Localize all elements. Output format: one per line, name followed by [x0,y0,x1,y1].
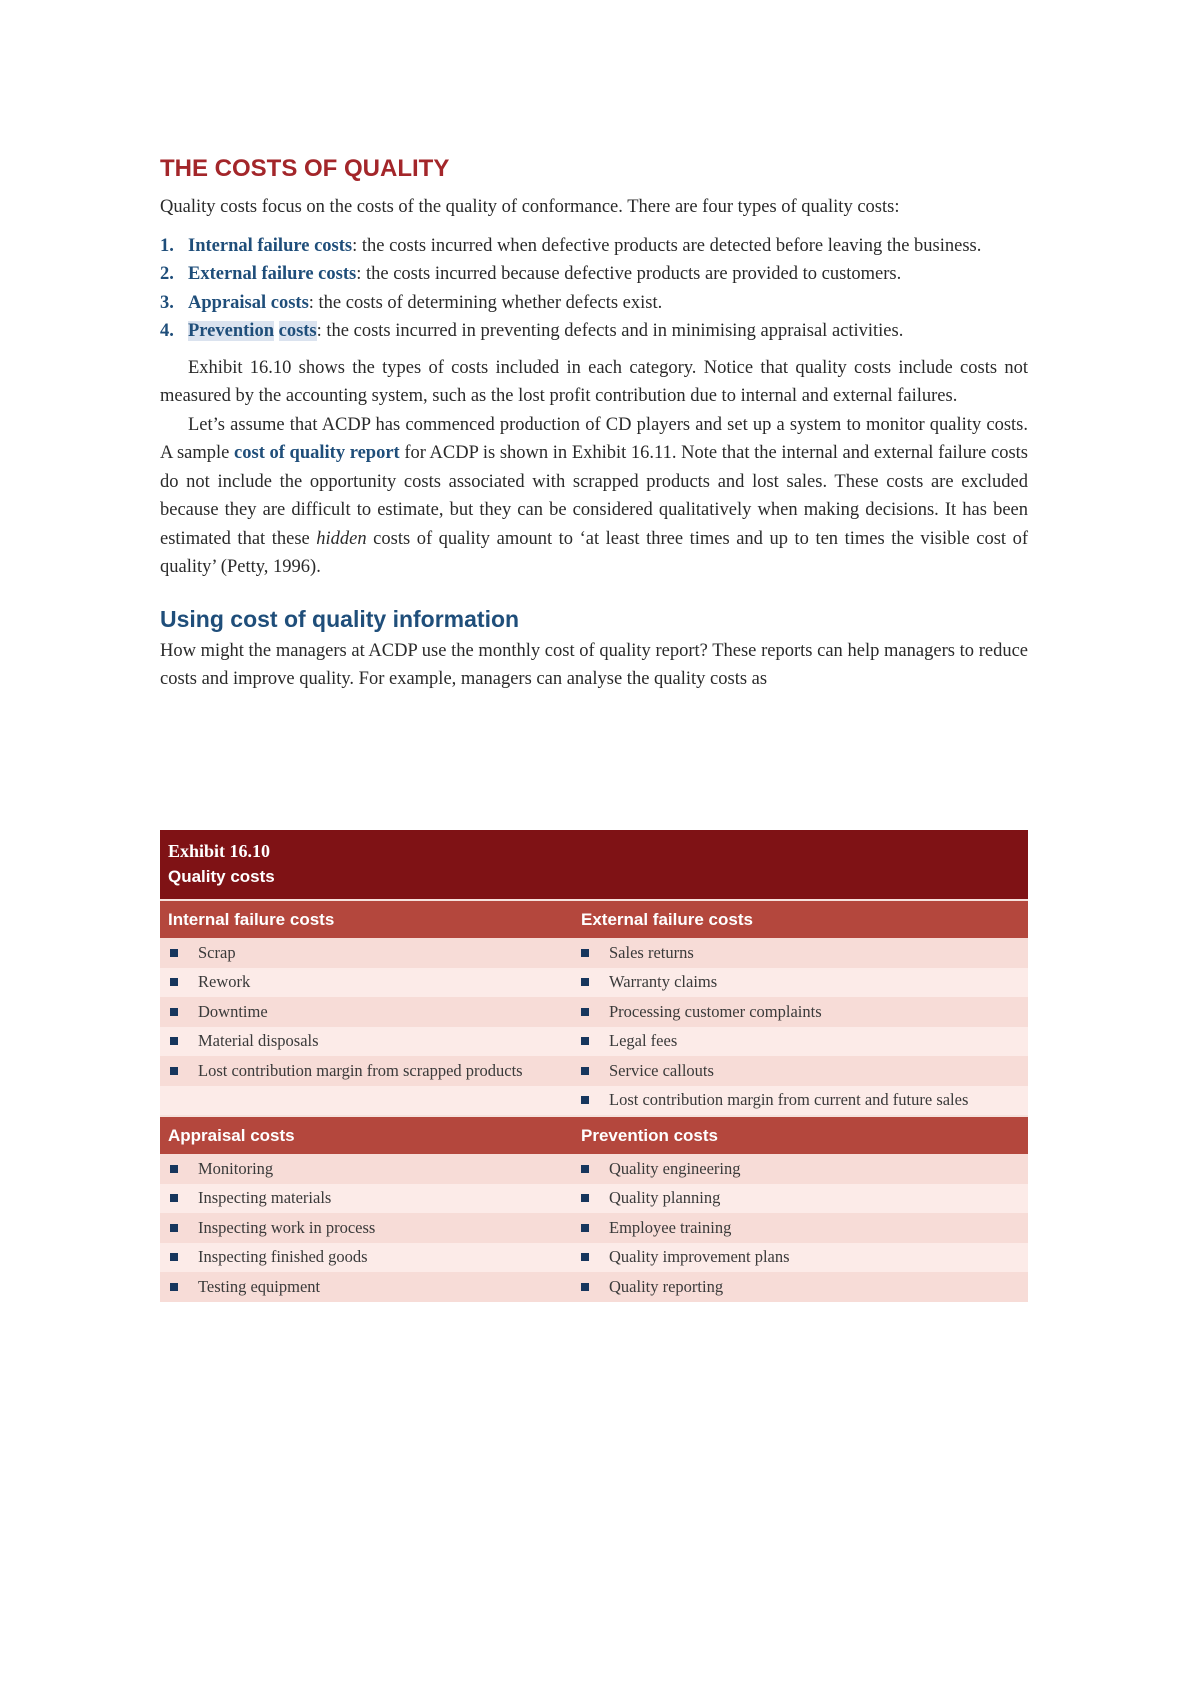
table-cell [581,1061,1028,1081]
cell-text: Lost contribution margin from scrapped products [198,1060,523,1080]
cell-text: Processing customer complaints [609,1001,822,1021]
bullet-icon [170,1194,178,1202]
paragraph-text: costs of quality amount to ‘at least three times and up to ten times the visible cost of quality’ (Petty, 1996). [160,528,1028,577]
bullet-icon [170,1067,178,1075]
exhibit-header [160,830,1028,899]
table-cell [581,1247,1028,1267]
bullet-icon [581,1283,589,1291]
bullet-icon [170,1224,178,1232]
paragraph-using-info: How might the managers at ACDP use the monthly cost of quality report? These reports can help managers to reduce costs and improve quality. For example, managers can analyse the quality costs as [160,640,1028,689]
cell-text: Lost contribution margin from current and future sales [609,1090,969,1110]
term-external-failure[interactable]: External failure costs [188,264,357,284]
table-row [160,1272,1028,1302]
bullet-icon [170,1165,178,1173]
cell-text: Employee training [609,1217,732,1237]
table-row [160,968,1028,998]
subheading: Using cost of quality information [160,605,520,632]
column-heading: External failure costs [581,909,753,929]
cell-text: Quality engineering [609,1158,741,1178]
table-cell [160,943,581,963]
bullet-icon [581,1224,589,1232]
table-cell [160,1218,581,1238]
intro-paragraph: Quality costs focus on the costs of the quality of conformance. There are four types of quality costs: [160,197,900,217]
exhibit-title: Quality costs [168,867,275,886]
cell-text: Downtime [198,1001,268,1021]
term-appraisal[interactable]: Appraisal costs [188,292,309,313]
table-cell [160,1002,581,1022]
cell-text: Rework [198,972,251,992]
table-cell [581,943,1028,963]
table-cell [160,1277,581,1297]
table-row [160,1056,1028,1086]
cell-text: Quality planning [609,1188,721,1208]
bullet-icon [581,1096,589,1104]
table-cell [581,1277,1028,1297]
cell-text: Inspecting finished goods [198,1247,368,1267]
cell-text: Material disposals [198,1031,319,1051]
cell-text: Legal fees [609,1031,678,1051]
bullet-icon [170,1253,178,1261]
list-item [160,289,1028,318]
table-row [160,1154,1028,1184]
cell-text: Quality improvement plans [609,1247,790,1267]
term-costs-highlight[interactable]: costs [278,321,317,341]
term-prevention-highlight[interactable]: Prevention [188,321,274,341]
bullet-icon [581,1194,589,1202]
list-item-desc: : the costs of determining whether defects exist. [308,292,663,313]
table-cell [581,1218,1028,1238]
emphasis-hidden: hidden [316,528,367,549]
exhibit-section-header [160,1115,1028,1154]
cell-text: Quality reporting [609,1276,724,1296]
cell-text: Testing equipment [198,1276,321,1296]
list-item [160,317,1028,346]
table-cell [581,1159,1028,1179]
table-row [160,1086,1028,1116]
cell-text: Warranty claims [609,972,718,992]
table-row [160,997,1028,1027]
table-cell [160,1247,581,1267]
table-cell [581,1090,1028,1110]
cell-text: Service callouts [609,1060,714,1080]
text-column [160,155,1028,694]
column-heading: Prevention costs [581,1125,718,1145]
bullet-icon [581,1253,589,1261]
table-row [160,1184,1028,1214]
exhibit-table [160,830,1028,1302]
bullet-icon [581,1008,589,1016]
list-item-desc: : the costs incurred in preventing defects and in minimising appraisal activities. [316,321,904,341]
exhibit-section-header [160,899,1028,938]
bullet-icon [581,1165,589,1173]
cell-text: Monitoring [198,1158,274,1178]
bullet-icon [581,1037,589,1045]
table-cell [160,972,581,992]
cell-text: Scrap [198,942,236,962]
bullet-icon [581,1067,589,1075]
list-item-desc: : the costs incurred because defective products are provided to customers. [356,264,902,284]
list-number: 2. [160,264,174,284]
bullet-icon [170,1008,178,1016]
table-cell [581,1031,1028,1051]
table-cell [160,1061,581,1081]
table-cell [581,1188,1028,1208]
table-cell [581,972,1028,992]
bullet-icon [170,1037,178,1045]
list-item [160,232,1028,261]
table-row [160,1243,1028,1273]
column-heading: Appraisal costs [168,1125,295,1145]
bullet-icon [170,1283,178,1291]
paragraph-text: Let’s assume that ACDP has commenced production of CD players and set up a system to monitor quality costs. A sample [160,414,1028,463]
table-cell [160,1188,581,1208]
quality-cost-types-list [160,232,1028,346]
table-row [160,1027,1028,1057]
exhibit-number: Exhibit 16.10 [168,841,271,861]
table-cell [581,1002,1028,1022]
column-heading: Internal failure costs [168,909,335,929]
bullet-icon [170,949,178,957]
paragraph-exhibit-intro: Exhibit 16.10 shows the types of costs included in each category. Notice that quality costs include costs not measured by the accounting system, such as the lost profit contribution due to internal and external failures. [160,357,1028,406]
paragraph-text: for ACDP is shown in Exhibit 16.11. Note that the internal and external failure costs do not include the opportunity costs associated with scrapped products and lost sales. These costs are excluded because they are difficult to estimate, but they can be considered qualitatively when making decisions. It has been estimated that these [160,443,1029,549]
bullet-icon [581,978,589,986]
term-internal-failure[interactable]: Internal failure costs [188,235,353,256]
cell-text: Sales returns [609,942,694,962]
list-item-desc: : the costs incurred when defective products are detected before leaving the business. [352,235,982,256]
section-title: THE COSTS OF QUALITY [160,155,450,182]
table-row [160,938,1028,968]
list-number: 4. [160,321,174,341]
exhibit-body [160,899,1028,1302]
table-cell [160,1031,581,1051]
table-cell [160,1159,581,1179]
paragraph-acdp [160,411,1028,582]
table-row [160,1213,1028,1243]
list-item [160,260,1028,289]
cell-text: Inspecting work in process [198,1217,376,1237]
list-number: 3. [160,292,174,313]
bullet-icon [170,978,178,986]
term-cost-of-quality-report[interactable]: cost of quality report [234,443,400,463]
list-number: 1. [160,235,174,256]
bullet-icon [581,949,589,957]
cell-text: Inspecting materials [198,1188,332,1208]
